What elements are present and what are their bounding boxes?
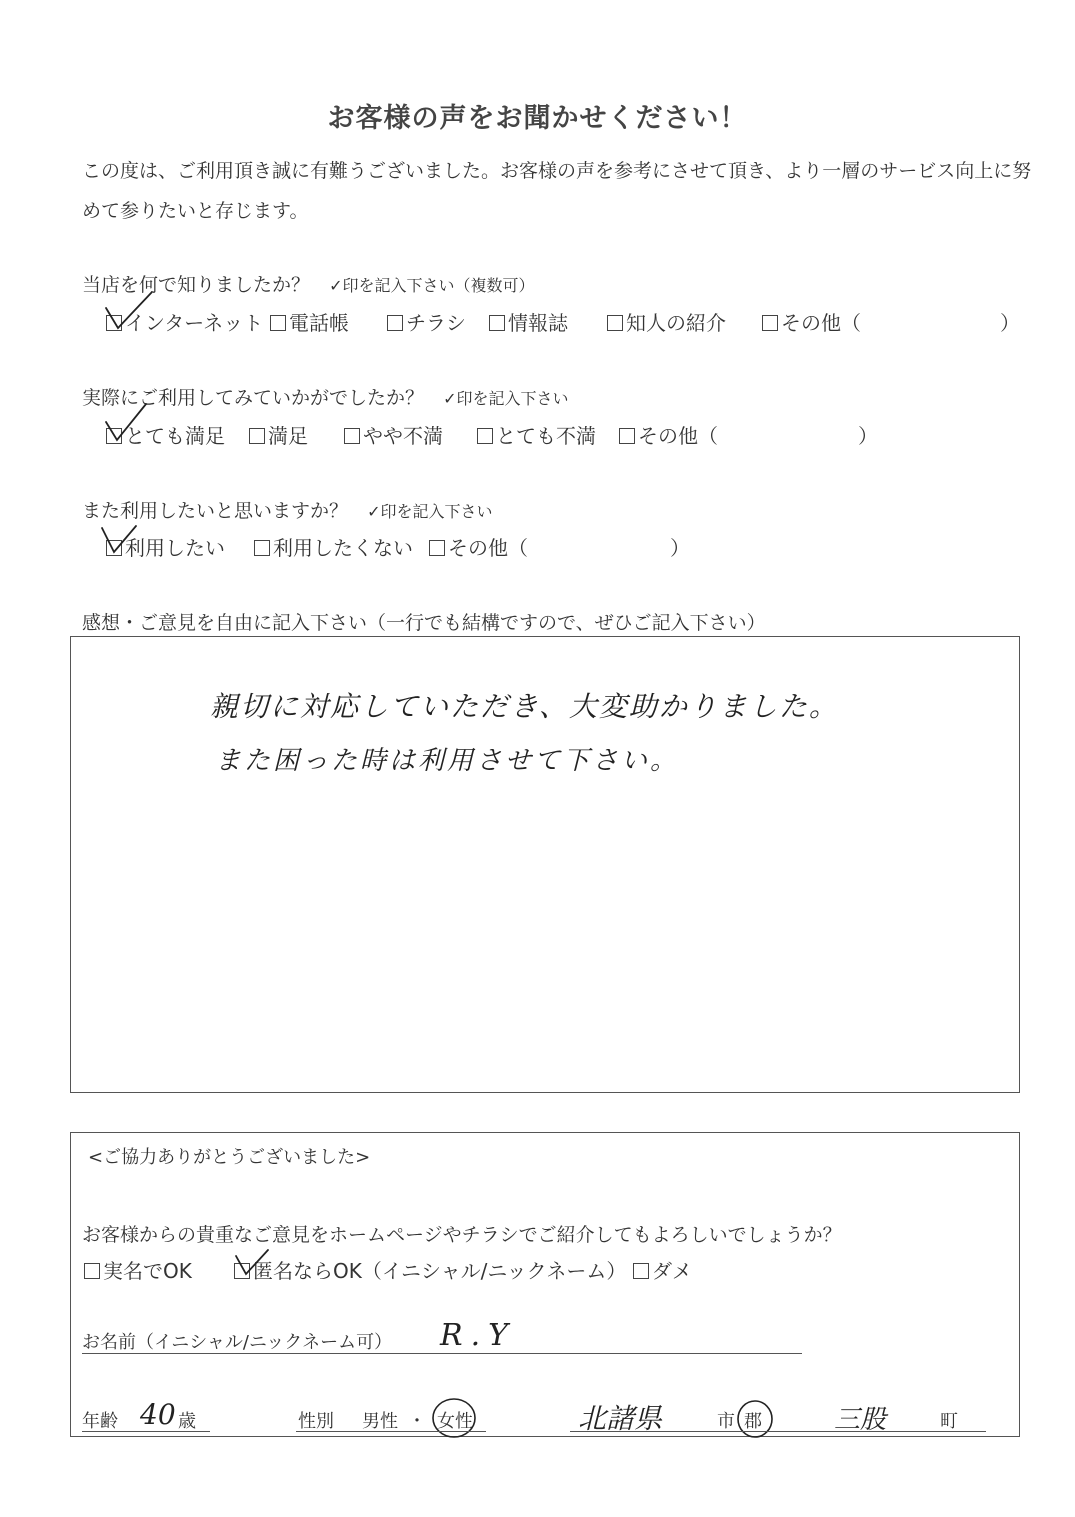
- selection-circle-icon: [428, 1396, 480, 1442]
- publish-option-no[interactable]: ダメ: [633, 1255, 692, 1284]
- gender-male[interactable]: 男性: [362, 1411, 398, 1432]
- checkbox[interactable]: [254, 540, 270, 556]
- gender-underline: [296, 1431, 486, 1432]
- gender-label: 性別: [298, 1411, 334, 1432]
- checkbox[interactable]: [489, 315, 505, 331]
- q2-option-very-satisfied[interactable]: とても満足: [106, 420, 225, 449]
- checkmark-icon: [100, 400, 160, 445]
- q3-close-paren: ）: [670, 536, 690, 560]
- q3-option-will-not-use[interactable]: 利用したくない: [254, 532, 413, 561]
- checkbox[interactable]: [344, 428, 360, 444]
- address-city-label: 市: [717, 1411, 735, 1432]
- checkbox[interactable]: [633, 1263, 649, 1279]
- q2-question: 実際にご利用してみていかがでしたか？: [82, 387, 425, 409]
- checkmark-icon: [100, 288, 160, 333]
- publish-option-anonymous[interactable]: 匿名ならOK（イニシャル/ニックネーム）: [234, 1255, 626, 1284]
- checkbox[interactable]: [607, 315, 623, 331]
- age-label: 年齢: [82, 1411, 118, 1432]
- q1-option-referral[interactable]: 知人の紹介: [607, 307, 726, 336]
- checkbox[interactable]: [84, 1263, 100, 1279]
- address-town[interactable]: 三股: [834, 1405, 887, 1435]
- age-unit: 歳: [178, 1411, 196, 1432]
- publish-option-real-name[interactable]: 実名でOK: [84, 1255, 192, 1284]
- address-town-label: 町: [940, 1411, 958, 1432]
- intro-line-2: めて参りたいと存じます。: [82, 200, 309, 222]
- q1-option-flyer[interactable]: チラシ: [387, 307, 466, 336]
- intro-line-1: この度は、ご利用頂き誠に有難うございました。お客様の声を参考にさせて頂き、より一層のサービス向上に努: [82, 160, 1032, 182]
- age-value[interactable]: 40: [140, 1398, 176, 1431]
- q1-option-magazine[interactable]: 情報誌: [489, 307, 568, 336]
- q3-option-will-use[interactable]: 利用したい: [106, 532, 225, 561]
- q2-close-paren: ）: [858, 424, 878, 448]
- address-county-label: 郡: [744, 1411, 762, 1432]
- q2-hint: ✓印を記入下さい: [443, 389, 569, 408]
- q1-hint: ✓印を記入下さい（複数可）: [329, 276, 535, 295]
- name-value[interactable]: R.Y: [440, 1318, 516, 1353]
- q2-option-slightly-dissatisfied[interactable]: やや不満: [344, 420, 443, 449]
- checkbox[interactable]: [477, 428, 493, 444]
- name-underline: [82, 1353, 802, 1354]
- checkbox[interactable]: [429, 540, 445, 556]
- checkmark-icon: [232, 1246, 277, 1282]
- q3-hint: ✓印を記入下さい: [367, 502, 493, 521]
- q1-option-other[interactable]: その他（: [762, 307, 861, 336]
- q2-option-other[interactable]: その他（: [619, 420, 718, 449]
- comment-line-2: また困った時は利用させて下さい。: [215, 746, 680, 776]
- page-title: お客様の声をお聞かせください！: [327, 103, 748, 134]
- selection-circle-icon: [734, 1398, 776, 1440]
- comment-line-1: 親切に対応していただき、大変助かりました。: [210, 690, 839, 723]
- checkbox[interactable]: [249, 428, 265, 444]
- address-prefecture[interactable]: 北諸県: [578, 1402, 663, 1435]
- checkmark-icon: [96, 520, 146, 560]
- publish-question: お客様からの貴重なご意見をホームページやチラシでご紹介してもよろしいでしょうか？: [82, 1224, 842, 1246]
- q1-option-internet[interactable]: インターネット: [106, 307, 263, 336]
- thanks-heading: <ご協力ありがとうございました>: [88, 1147, 371, 1168]
- q3-row: [82, 496, 493, 523]
- q3-question: また利用したいと思いますか？: [82, 500, 349, 522]
- q1-close-paren: ）: [1000, 311, 1020, 335]
- q3-option-other[interactable]: その他（: [429, 532, 528, 561]
- checkbox[interactable]: [387, 315, 403, 331]
- checkbox[interactable]: [619, 428, 635, 444]
- checkbox[interactable]: [762, 315, 778, 331]
- gender-separator: ・: [408, 1411, 426, 1432]
- age-underline: [82, 1431, 210, 1432]
- comments-label: 感想・ご意見を自由に記入下さい（一行でも結構ですので、ぜひご記入下さい）: [82, 612, 766, 634]
- consent-panel: [70, 1132, 1020, 1437]
- gender-female[interactable]: 女性: [437, 1411, 473, 1432]
- q1-option-phonebook[interactable]: 電話帳: [270, 307, 349, 336]
- q2-option-satisfied[interactable]: 満足: [249, 420, 308, 449]
- name-label: お名前（イニシャル/ニックネーム可）: [82, 1332, 393, 1353]
- checkbox[interactable]: [270, 315, 286, 331]
- address-underline: [570, 1431, 986, 1432]
- q1-question: 当店を何で知りましたか？: [82, 274, 311, 296]
- q2-option-very-dissatisfied[interactable]: とても不満: [477, 420, 596, 449]
